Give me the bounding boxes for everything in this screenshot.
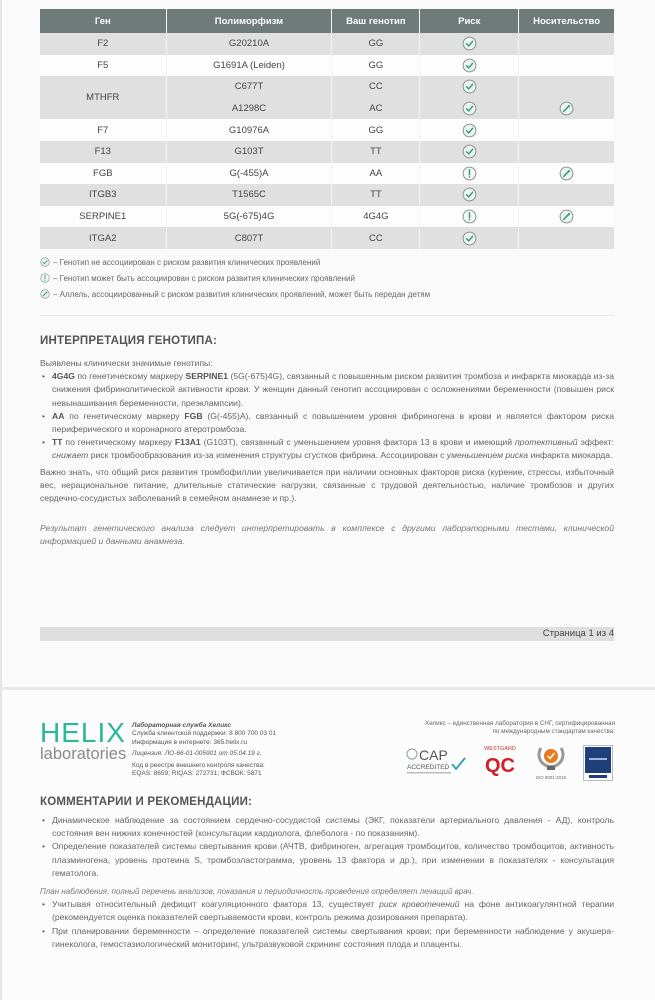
cell-gene: ITGA2 bbox=[40, 227, 166, 249]
recommendations-body bbox=[40, 814, 614, 951]
cell-polymorphism: C807T bbox=[166, 227, 332, 249]
cell-gene: MTHFR bbox=[40, 76, 166, 119]
cell-polymorphism: T1565C bbox=[166, 184, 332, 206]
helix-logo bbox=[40, 717, 127, 763]
text: снижает bbox=[52, 450, 89, 461]
genotype-table bbox=[40, 9, 614, 249]
page-number: Страница 1 из 4 bbox=[542, 628, 614, 639]
text: эффект: bbox=[577, 437, 615, 448]
table-row bbox=[40, 33, 614, 55]
cell-genotype: 4G4G bbox=[332, 206, 420, 228]
table-header-row bbox=[40, 9, 614, 33]
cell-risk bbox=[420, 119, 519, 141]
cap-sub-text: ACCREDITED bbox=[407, 764, 450, 771]
text: протективный bbox=[514, 437, 578, 448]
legend-text: – Аллель, ассоциированный с риском развития клинических проявлений, может быть передан детям bbox=[53, 289, 431, 299]
check-circle-icon bbox=[462, 231, 477, 246]
text: (G(-455)A), связанный с повышением уровня фибриногена в крови и является фактором риска периферического и коронарного атеротромбоза. bbox=[52, 410, 615, 435]
cell-genotype: CC bbox=[332, 76, 420, 98]
cell-polymorphism: G10976A bbox=[166, 119, 332, 141]
table-row bbox=[40, 227, 614, 249]
cell-genotype: AA bbox=[332, 163, 420, 185]
table-row bbox=[40, 141, 614, 163]
lab-name: Лабораторная служба Хеликс bbox=[132, 722, 232, 729]
legend-item bbox=[40, 286, 430, 302]
cell-gene: SERPINE1 bbox=[40, 206, 166, 228]
cell-carrier bbox=[519, 163, 614, 185]
text: инфаркта миокарда. bbox=[528, 450, 613, 461]
cell-carrier bbox=[519, 206, 614, 228]
col-header-carrier: Носительство bbox=[519, 9, 614, 33]
cell-risk bbox=[420, 184, 519, 206]
interpretation-bullet bbox=[40, 410, 614, 436]
cap-accredited-logo bbox=[405, 744, 469, 778]
recommendation-item bbox=[40, 898, 614, 924]
cell-gene: ITGB3 bbox=[40, 184, 166, 206]
page-footer bbox=[40, 627, 614, 641]
cell-risk bbox=[420, 33, 519, 55]
legend-text: – Генотип может быть ассоциирован с риском развития клинических проявлений bbox=[53, 273, 355, 283]
exclamation-circle-icon bbox=[40, 273, 50, 283]
cell-genotype: CC bbox=[332, 227, 420, 249]
risk-factors-paragraph: Важно знать, что общий риск развития тромбофиллии увеличивается при наличии основных факторов риска (курение, стрессы, избыточный вес, нерациональное питание, длительные статические нагрузки, связанные с трудовой деятельностью, наличие тромбозов и других сердечно-сосудистых заболеваний в семейном анамнезе и пр.). bbox=[40, 466, 614, 504]
interpretation-body bbox=[40, 357, 614, 549]
legend-item bbox=[40, 270, 430, 286]
table-row bbox=[40, 163, 614, 185]
logo-main: HELIX bbox=[40, 717, 126, 748]
cell-polymorphism: G20210A bbox=[166, 33, 332, 55]
cell-carrier bbox=[519, 98, 614, 120]
recommendation-item: • При планировании беременности – определение показателей системы свертывания крови; при беременности наблюдение у акушера-гинеколога, гемостазиологический мониторинг, ультразвуковой скрининг состояния плода и плаценты. bbox=[40, 925, 614, 951]
check-circle-icon bbox=[462, 58, 477, 73]
westgard-qc-logo bbox=[480, 742, 520, 776]
pipette-circle-icon bbox=[559, 209, 574, 224]
cell-risk bbox=[420, 227, 519, 249]
lab-license: Лицензия: ЛО-66-01-005901 от 05.04.19 г. bbox=[132, 750, 262, 758]
col-header-polymorphism: Полиморфизм bbox=[166, 9, 332, 33]
cell-gene: F13 bbox=[40, 141, 166, 163]
col-header-risk: Риск bbox=[420, 9, 519, 33]
check-circle-icon bbox=[40, 257, 50, 267]
text: риск кровотечений bbox=[379, 899, 460, 910]
legend-text: – Генотип не ассоциирован с риском развития клинических проявлений bbox=[53, 257, 321, 267]
lab-registry: Код в реестре внешнего контроля качества: bbox=[132, 761, 265, 769]
cap-text: CAP bbox=[419, 747, 448, 763]
table-legend bbox=[40, 254, 430, 302]
text: (5G(-675)4G), связанный с повышенным риском развития тромбоза и инфаркта миокарда из-за снижения фибринолитической активности крови. У женщин данный генотип ассоциирован с осложнениями беременности (повышен риск невынашивания беременности, преэклампсии). bbox=[52, 371, 614, 408]
genotype-label: 4G4G bbox=[52, 371, 75, 382]
interpretation-title: ИНТЕРПРЕТАЦИЯ ГЕНОТИПА: bbox=[40, 335, 218, 347]
check-circle-icon bbox=[462, 144, 477, 159]
cell-carrier bbox=[519, 227, 614, 249]
pipette-circle-icon bbox=[40, 289, 50, 299]
lab-info bbox=[132, 722, 276, 778]
exclamation-circle-icon bbox=[462, 166, 477, 181]
cell-risk bbox=[420, 76, 519, 98]
cell-risk bbox=[420, 206, 519, 228]
text: Хеликс – единственная лаборатория в СНГ, сертифицированная bbox=[425, 720, 615, 727]
interpretation-bullet bbox=[40, 370, 614, 410]
cell-polymorphism: 5G(-675)4G bbox=[166, 206, 332, 228]
legend-item bbox=[40, 254, 430, 270]
cell-carrier bbox=[519, 33, 614, 55]
recommendation-plan-note: План наблюдения, полный перечень анализов, показания и периодичность проведения определяет лечащий врач. bbox=[40, 887, 474, 897]
genotype-label: TT bbox=[52, 437, 63, 448]
cell-polymorphism: G1691A (Leiden) bbox=[166, 55, 332, 77]
cell-gene: F7 bbox=[40, 119, 166, 141]
text: на фоне антикоагулянтной терапии (рекомендуется оценка показателей свертываемости крови, контроль режима дозирования препарата). bbox=[52, 899, 614, 923]
text: Учитывая относительный дефицит коагуляционного фактора 13, существует bbox=[52, 899, 380, 910]
recommendations-title: КОММЕНТАРИИ И РЕКОМЕНДАЦИИ: bbox=[40, 796, 253, 808]
pipette-circle-icon bbox=[559, 101, 574, 116]
cap-logo-icon bbox=[405, 744, 469, 778]
cell-polymorphism: A1298C bbox=[166, 98, 332, 120]
recommendation-item: • Определение показателей системы свертывания крови (АЧТВ, фибриноген, агрегация тромбоцитов, количество тромбоцитов, активность плазминогена, уровень протеина S, тромбоэластограмма, уровень 13 фактора и др.), при изменении в показателях - консультация гематолога. bbox=[40, 840, 614, 880]
certificate-icon bbox=[583, 745, 613, 781]
certification-text bbox=[405, 720, 615, 736]
genotype-label: AA bbox=[52, 410, 65, 421]
cell-risk bbox=[420, 163, 519, 185]
lab-web: Информация в интернете: 365.helix.ru bbox=[132, 738, 247, 746]
recommendation-item: • Динамическое наблюдение за состоянием сердечно-сосудистой системы (ЭКГ, показатели артериального давления - АД), контроль состояния вен нижних конечностей (консультации кардиолога, флеболога - по показаниям). bbox=[40, 814, 614, 840]
check-circle-icon bbox=[462, 36, 477, 51]
cell-risk bbox=[420, 55, 519, 77]
text: риск тромбообразования из-за изменения структуры сгустков фибрина. Ассоциирован с bbox=[88, 450, 447, 461]
text: по генетическому маркеру bbox=[74, 371, 186, 382]
lab-registry-codes: EQAS: 8659; RIQAS: 272731; ФСВОК: 5871 bbox=[132, 770, 262, 778]
marker-label: FGB bbox=[184, 410, 203, 421]
cell-carrier bbox=[519, 184, 614, 206]
iso-text: ISO 9001:2015 bbox=[535, 775, 567, 780]
interpretation-note: Результат генетического анализа следует интерпретировать в комплексе с другими лабораторными тестами, клинической информацией и данными анамнеза. bbox=[40, 523, 614, 547]
interpretation-intro: Выявлены клинически значимые генотипы: bbox=[40, 358, 213, 368]
cell-risk bbox=[420, 98, 519, 120]
cell-risk bbox=[420, 141, 519, 163]
table-row bbox=[40, 119, 614, 141]
iso-certificate-logo bbox=[583, 745, 613, 781]
text: по генетическому маркеру bbox=[62, 437, 175, 448]
sgs-iso-icon bbox=[533, 740, 569, 782]
cell-genotype: GG bbox=[332, 55, 420, 77]
cell-genotype: AC bbox=[332, 98, 420, 120]
col-header-gene: Ген bbox=[40, 9, 166, 33]
divider bbox=[40, 315, 614, 316]
cell-carrier bbox=[519, 141, 614, 163]
check-circle-icon bbox=[462, 187, 477, 202]
cell-polymorphism: G103T bbox=[166, 141, 332, 163]
table-row bbox=[40, 184, 614, 206]
cell-genotype: TT bbox=[332, 184, 420, 206]
marker-label: SERPINE1 bbox=[185, 371, 229, 382]
westgard-text: WESTGARD bbox=[484, 746, 516, 752]
exclamation-circle-icon bbox=[462, 209, 477, 224]
marker-label: F13A1 bbox=[174, 437, 201, 448]
check-circle-icon bbox=[462, 123, 477, 138]
logo-sub: laboratories bbox=[40, 745, 127, 763]
cell-gene: F2 bbox=[40, 33, 166, 55]
cell-genotype: GG bbox=[332, 119, 420, 141]
lab-support: Служба клиентской поддержки: 8 800 700 03 01 bbox=[132, 730, 277, 738]
cell-polymorphism: C677T bbox=[166, 76, 332, 98]
table-row bbox=[40, 76, 614, 98]
text: по международным стандартам качества: bbox=[492, 728, 615, 735]
westgard-icon bbox=[480, 742, 520, 776]
cell-genotype: GG bbox=[332, 33, 420, 55]
table-row bbox=[40, 55, 614, 77]
col-header-genotype: Ваш генотип bbox=[332, 9, 420, 33]
text: по генетическому маркеру bbox=[64, 410, 185, 421]
iso-9001-logo bbox=[533, 740, 569, 782]
cell-polymorphism: G(-455)A bbox=[166, 163, 332, 185]
cell-carrier bbox=[519, 119, 614, 141]
text: уменьшением риска bbox=[446, 450, 529, 461]
cell-gene: F5 bbox=[40, 55, 166, 77]
text: (G103T), связанный с уменьшением уровня фактора 13 в крови и имеющий bbox=[200, 437, 515, 448]
interpretation-bullet bbox=[40, 436, 614, 462]
cell-gene: FGB bbox=[40, 163, 166, 185]
cell-genotype: TT bbox=[332, 141, 420, 163]
cell-carrier bbox=[519, 76, 614, 98]
pipette-circle-icon bbox=[559, 166, 574, 181]
check-circle-icon bbox=[462, 101, 477, 116]
qc-text: QC bbox=[485, 755, 515, 776]
check-circle-icon bbox=[462, 79, 477, 94]
cell-carrier bbox=[519, 55, 614, 77]
table-row bbox=[40, 206, 614, 228]
